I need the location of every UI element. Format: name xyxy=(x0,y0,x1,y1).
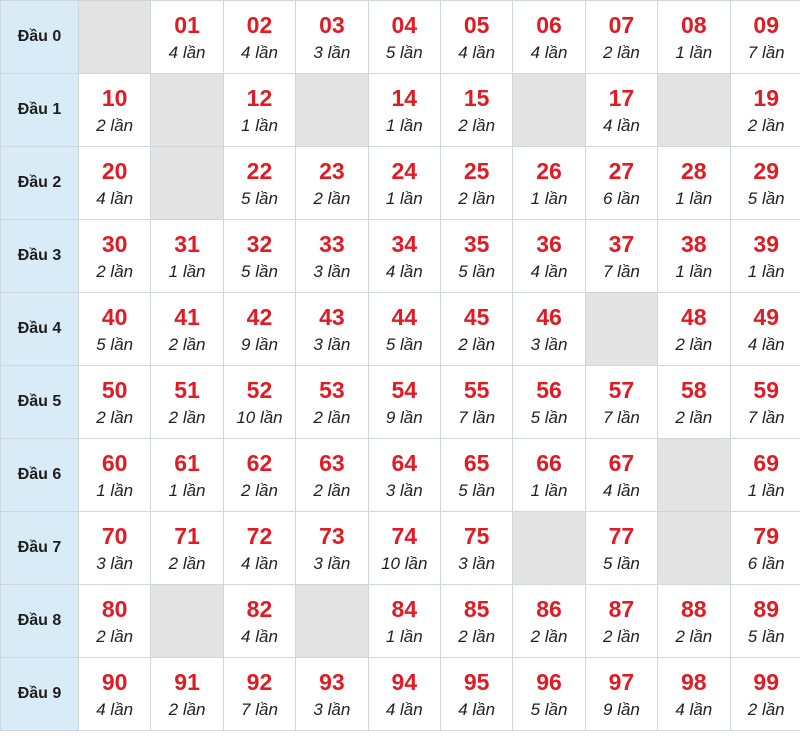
occurrence-count: 2 lần xyxy=(313,407,351,427)
occurrence-count: 7 lần xyxy=(602,261,640,281)
occurrence-count: 5 lần xyxy=(96,334,134,354)
lottery-number: 31 xyxy=(174,230,200,257)
number-cell xyxy=(79,293,151,366)
occurrence-count: 4 lần xyxy=(241,626,278,646)
row-header: Đầu 8 xyxy=(1,585,79,658)
occurrence-count: 1 lần xyxy=(747,261,785,281)
empty-cell xyxy=(658,512,730,585)
occurrence-count: 2 lần xyxy=(458,334,496,354)
lottery-number: 92 xyxy=(246,668,273,695)
number-cell xyxy=(368,147,440,220)
number-cell xyxy=(79,439,151,512)
lottery-number: 93 xyxy=(319,668,345,695)
lottery-number: 19 xyxy=(753,84,779,111)
occurrence-count: 2 lần xyxy=(168,553,206,573)
row-header: Đầu 2 xyxy=(1,147,79,220)
number-cell xyxy=(79,366,151,439)
table-row xyxy=(1,74,800,147)
occurrence-count: 3 lần xyxy=(385,480,423,500)
empty-cell xyxy=(151,147,223,220)
number-cell xyxy=(513,366,585,439)
occurrence-count: 4 lần xyxy=(530,261,568,281)
lottery-number: 94 xyxy=(391,668,418,695)
occurrence-count: 1 lần xyxy=(675,188,713,208)
occurrence-count: 2 lần xyxy=(96,626,134,646)
number-cell xyxy=(151,658,223,731)
number-cell xyxy=(440,366,512,439)
number-cell xyxy=(151,220,223,293)
occurrence-count: 1 lần xyxy=(675,261,713,281)
table-row xyxy=(1,585,800,658)
lottery-number: 84 xyxy=(391,595,418,622)
lottery-number: 67 xyxy=(608,449,635,476)
lottery-number: 01 xyxy=(174,11,200,38)
number-cell xyxy=(223,147,295,220)
row-header: Đầu 4 xyxy=(1,293,79,366)
empty-cell xyxy=(513,512,585,585)
number-cell xyxy=(730,366,800,439)
occurrence-count: 7 lần xyxy=(747,42,785,62)
empty-cell xyxy=(151,74,223,147)
lottery-number: 22 xyxy=(246,157,273,184)
lottery-number: 99 xyxy=(753,668,779,695)
number-cell xyxy=(368,293,440,366)
number-cell xyxy=(513,147,585,220)
occurrence-count: 2 lần xyxy=(96,261,134,281)
occurrence-count: 2 lần xyxy=(313,188,351,208)
lottery-number: 72 xyxy=(246,522,273,549)
number-cell xyxy=(513,439,585,512)
occurrence-count: 2 lần xyxy=(530,626,568,646)
number-cell xyxy=(368,74,440,147)
number-cell xyxy=(440,585,512,658)
lottery-number: 24 xyxy=(391,157,418,184)
occurrence-count: 3 lần xyxy=(313,334,351,354)
lottery-number: 09 xyxy=(753,11,779,38)
number-cell xyxy=(223,512,295,585)
occurrence-count: 1 lần xyxy=(530,188,568,208)
occurrence-count: 5 lần xyxy=(747,626,785,646)
occurrence-count: 5 lần xyxy=(458,261,496,281)
occurrence-count: 5 lần xyxy=(747,188,785,208)
lottery-number: 51 xyxy=(174,376,200,403)
table-row xyxy=(1,220,800,293)
occurrence-count: 10 lần xyxy=(236,407,283,427)
lottery-number: 37 xyxy=(608,230,635,257)
occurrence-count: 4 lần xyxy=(241,42,278,62)
number-cell xyxy=(730,1,800,74)
number-cell xyxy=(585,220,657,293)
lottery-number: 95 xyxy=(463,668,490,695)
number-cell xyxy=(79,512,151,585)
number-cell xyxy=(223,220,295,293)
lottery-number: 42 xyxy=(246,303,273,330)
number-cell xyxy=(296,220,368,293)
occurrence-count: 2 lần xyxy=(96,407,134,427)
lottery-number: 48 xyxy=(681,303,707,330)
occurrence-count: 5 lần xyxy=(458,480,496,500)
lottery-number: 66 xyxy=(536,449,562,476)
number-cell xyxy=(513,293,585,366)
lottery-number: 43 xyxy=(319,303,345,330)
number-cell xyxy=(585,512,657,585)
lottery-number: 05 xyxy=(463,11,490,38)
number-cell xyxy=(585,74,657,147)
occurrence-count: 3 lần xyxy=(313,553,351,573)
number-cell xyxy=(151,366,223,439)
row-header: Đầu 6 xyxy=(1,439,79,512)
lottery-number: 49 xyxy=(753,303,779,330)
table-row xyxy=(1,366,800,439)
occurrence-count: 6 lần xyxy=(602,188,640,208)
number-cell xyxy=(368,439,440,512)
lottery-number: 91 xyxy=(174,668,200,695)
occurrence-count: 1 lần xyxy=(385,188,423,208)
lottery-number: 87 xyxy=(608,595,635,622)
lottery-number: 44 xyxy=(391,303,418,330)
lottery-number: 15 xyxy=(463,84,490,111)
number-cell xyxy=(223,658,295,731)
occurrence-count: 2 lần xyxy=(313,480,351,500)
lottery-number: 40 xyxy=(101,303,128,330)
lottery-number: 38 xyxy=(681,230,707,257)
occurrence-count: 3 lần xyxy=(313,42,351,62)
lottery-number: 34 xyxy=(391,230,418,257)
lottery-number: 77 xyxy=(608,522,635,549)
row-header: Đầu 9 xyxy=(1,658,79,731)
number-cell xyxy=(440,439,512,512)
occurrence-count: 4 lần xyxy=(96,699,134,719)
occurrence-count: 9 lần xyxy=(602,699,640,719)
lottery-number: 04 xyxy=(391,11,418,38)
number-cell xyxy=(730,147,800,220)
empty-cell xyxy=(658,74,730,147)
occurrence-count: 3 lần xyxy=(530,334,568,354)
occurrence-count: 2 lần xyxy=(602,42,640,62)
number-cell xyxy=(223,293,295,366)
number-cell xyxy=(585,585,657,658)
occurrence-count: 4 lần xyxy=(602,115,640,135)
occurrence-count: 4 lần xyxy=(385,699,423,719)
table-row xyxy=(1,439,800,512)
number-cell xyxy=(151,293,223,366)
lottery-number: 41 xyxy=(174,303,200,330)
number-cell xyxy=(730,74,800,147)
lottery-number: 80 xyxy=(101,595,128,622)
number-cell xyxy=(585,439,657,512)
lottery-number: 29 xyxy=(753,157,779,184)
frequency-table-body xyxy=(1,1,800,731)
occurrence-count: 3 lần xyxy=(458,553,496,573)
number-cell xyxy=(79,74,151,147)
occurrence-count: 2 lần xyxy=(675,334,713,354)
lottery-number: 55 xyxy=(463,376,490,403)
number-cell xyxy=(730,512,800,585)
lottery-number: 23 xyxy=(319,157,345,184)
lottery-number: 64 xyxy=(391,449,418,476)
number-cell xyxy=(368,366,440,439)
table-row xyxy=(1,658,800,731)
number-cell xyxy=(658,147,730,220)
lottery-number: 17 xyxy=(608,84,635,111)
occurrence-count: 4 lần xyxy=(602,480,640,500)
lottery-number: 12 xyxy=(246,84,273,111)
lottery-number: 27 xyxy=(608,157,635,184)
table-row xyxy=(1,512,800,585)
occurrence-count: 2 lần xyxy=(675,626,713,646)
lottery-number: 61 xyxy=(174,449,200,476)
occurrence-count: 4 lần xyxy=(96,188,134,208)
number-cell xyxy=(79,147,151,220)
occurrence-count: 5 lần xyxy=(385,42,423,62)
lottery-number: 20 xyxy=(101,157,128,184)
lottery-number: 53 xyxy=(319,376,345,403)
number-cell xyxy=(513,658,585,731)
lottery-number: 26 xyxy=(536,157,562,184)
empty-cell xyxy=(658,439,730,512)
occurrence-count: 2 lần xyxy=(241,480,278,500)
lottery-number: 79 xyxy=(753,522,779,549)
empty-cell xyxy=(79,1,151,74)
occurrence-count: 4 lần xyxy=(458,42,496,62)
occurrence-count: 2 lần xyxy=(168,699,206,719)
lottery-number: 74 xyxy=(391,522,418,549)
occurrence-count: 1 lần xyxy=(168,480,206,500)
number-cell xyxy=(585,1,657,74)
occurrence-count: 5 lần xyxy=(602,553,640,573)
lottery-number: 45 xyxy=(463,303,490,330)
occurrence-count: 7 lần xyxy=(458,407,496,427)
lottery-number: 46 xyxy=(536,303,562,330)
lottery-number: 10 xyxy=(101,84,128,111)
occurrence-count: 2 lần xyxy=(168,407,206,427)
occurrence-count: 1 lần xyxy=(385,626,423,646)
lottery-number: 36 xyxy=(536,230,562,257)
row-header: Đầu 0 xyxy=(1,1,79,74)
number-cell xyxy=(513,1,585,74)
lottery-number: 70 xyxy=(101,522,128,549)
occurrence-count: 3 lần xyxy=(96,553,134,573)
lottery-number: 60 xyxy=(101,449,128,476)
number-cell xyxy=(368,658,440,731)
lottery-number: 62 xyxy=(246,449,273,476)
empty-cell xyxy=(296,74,368,147)
lottery-number: 71 xyxy=(174,522,200,549)
number-cell xyxy=(296,1,368,74)
empty-cell xyxy=(585,293,657,366)
occurrence-count: 2 lần xyxy=(168,334,206,354)
occurrence-count: 1 lần xyxy=(168,261,206,281)
occurrence-count: 3 lần xyxy=(313,261,351,281)
lottery-number: 85 xyxy=(463,595,490,622)
number-cell xyxy=(730,658,800,731)
number-cell xyxy=(730,585,800,658)
occurrence-count: 2 lần xyxy=(458,188,496,208)
number-cell xyxy=(223,439,295,512)
lottery-number: 07 xyxy=(608,11,635,38)
occurrence-count: 3 lần xyxy=(313,699,351,719)
number-cell xyxy=(368,1,440,74)
number-cell xyxy=(658,585,730,658)
row-header: Đầu 3 xyxy=(1,220,79,293)
lottery-number: 58 xyxy=(681,376,707,403)
occurrence-count: 5 lần xyxy=(530,699,568,719)
occurrence-count: 9 lần xyxy=(241,334,278,354)
occurrence-count: 4 lần xyxy=(168,42,206,62)
number-cell xyxy=(440,1,512,74)
number-cell xyxy=(585,658,657,731)
row-header: Đầu 1 xyxy=(1,74,79,147)
lottery-number: 33 xyxy=(319,230,345,257)
occurrence-count: 4 lần xyxy=(675,699,713,719)
lottery-number: 89 xyxy=(753,595,779,622)
number-cell xyxy=(658,220,730,293)
number-cell xyxy=(658,293,730,366)
table-row xyxy=(1,147,800,220)
lottery-number: 32 xyxy=(246,230,273,257)
number-cell xyxy=(223,74,295,147)
number-cell xyxy=(368,512,440,585)
lottery-number: 65 xyxy=(463,449,490,476)
lottery-number: 03 xyxy=(319,11,345,38)
number-cell xyxy=(440,658,512,731)
table-row xyxy=(1,293,800,366)
occurrence-count: 2 lần xyxy=(675,407,713,427)
occurrence-count: 6 lần xyxy=(747,553,785,573)
number-cell xyxy=(151,1,223,74)
number-cell xyxy=(296,658,368,731)
occurrence-count: 5 lần xyxy=(241,261,278,281)
occurrence-count: 1 lần xyxy=(96,480,134,500)
occurrence-count: 5 lần xyxy=(241,188,278,208)
occurrence-count: 1 lần xyxy=(675,42,713,62)
occurrence-count: 4 lần xyxy=(458,699,496,719)
number-cell xyxy=(296,512,368,585)
lottery-number: 73 xyxy=(319,522,345,549)
occurrence-count: 4 lần xyxy=(530,42,568,62)
number-cell xyxy=(79,658,151,731)
number-cell xyxy=(223,1,295,74)
lottery-number: 69 xyxy=(753,449,779,476)
table-row xyxy=(1,1,800,74)
lottery-number: 86 xyxy=(536,595,562,622)
lottery-number: 25 xyxy=(463,157,490,184)
lottery-number: 52 xyxy=(246,376,273,403)
occurrence-count: 7 lần xyxy=(241,699,278,719)
lottery-number: 39 xyxy=(753,230,779,257)
lottery-number: 30 xyxy=(101,230,128,257)
lottery-number: 54 xyxy=(391,376,418,403)
occurrence-count: 7 lần xyxy=(747,407,785,427)
number-cell xyxy=(513,220,585,293)
row-header: Đầu 7 xyxy=(1,512,79,585)
occurrence-count: 4 lần xyxy=(747,334,785,354)
empty-cell xyxy=(151,585,223,658)
number-cell xyxy=(223,366,295,439)
number-cell xyxy=(368,585,440,658)
number-cell xyxy=(585,147,657,220)
number-cell xyxy=(79,585,151,658)
number-cell xyxy=(730,293,800,366)
number-cell xyxy=(368,220,440,293)
empty-cell xyxy=(513,74,585,147)
lottery-number: 63 xyxy=(319,449,345,476)
row-header: Đầu 5 xyxy=(1,366,79,439)
lottery-number: 28 xyxy=(681,157,707,184)
number-cell xyxy=(296,147,368,220)
lottery-number: 59 xyxy=(753,376,779,403)
number-cell xyxy=(440,147,512,220)
lottery-number: 06 xyxy=(536,11,562,38)
number-cell xyxy=(658,658,730,731)
number-cell xyxy=(79,220,151,293)
number-cell xyxy=(151,439,223,512)
occurrence-count: 2 lần xyxy=(458,115,496,135)
number-cell xyxy=(440,293,512,366)
occurrence-count: 4 lần xyxy=(385,261,423,281)
lottery-number: 98 xyxy=(681,668,707,695)
number-cell xyxy=(440,220,512,293)
lottery-number: 02 xyxy=(246,11,273,38)
lottery-number: 08 xyxy=(681,11,707,38)
empty-cell xyxy=(296,585,368,658)
lottery-number: 35 xyxy=(463,230,490,257)
lottery-number: 50 xyxy=(101,376,128,403)
occurrence-count: 7 lần xyxy=(602,407,640,427)
number-cell xyxy=(296,439,368,512)
number-cell xyxy=(585,366,657,439)
occurrence-count: 1 lần xyxy=(385,115,423,135)
number-cell xyxy=(658,366,730,439)
number-cell xyxy=(513,585,585,658)
occurrence-count: 10 lần xyxy=(381,553,428,573)
occurrence-count: 2 lần xyxy=(458,626,496,646)
number-cell xyxy=(223,585,295,658)
occurrence-count: 1 lần xyxy=(241,115,278,135)
lottery-number: 88 xyxy=(681,595,707,622)
lottery-number: 57 xyxy=(608,376,635,403)
lottery-number: 90 xyxy=(101,668,128,695)
lottery-number: 97 xyxy=(608,668,635,695)
occurrence-count: 2 lần xyxy=(747,699,785,719)
lottery-number: 82 xyxy=(246,595,273,622)
number-cell xyxy=(151,512,223,585)
occurrence-count: 2 lần xyxy=(96,115,134,135)
occurrence-count: 9 lần xyxy=(385,407,423,427)
number-cell xyxy=(440,74,512,147)
occurrence-count: 2 lần xyxy=(747,115,785,135)
number-cell xyxy=(296,293,368,366)
occurrence-count: 5 lần xyxy=(385,334,423,354)
lottery-number: 75 xyxy=(463,522,490,549)
number-cell xyxy=(440,512,512,585)
number-cell xyxy=(730,220,800,293)
number-cell xyxy=(658,1,730,74)
occurrence-count: 1 lần xyxy=(530,480,568,500)
number-cell xyxy=(296,366,368,439)
lottery-number: 14 xyxy=(391,84,418,111)
occurrence-count: 4 lần xyxy=(241,553,278,573)
number-cell xyxy=(730,439,800,512)
occurrence-count: 5 lần xyxy=(530,407,568,427)
lottery-number: 96 xyxy=(536,668,562,695)
lottery-number: 56 xyxy=(536,376,562,403)
occurrence-count: 1 lần xyxy=(747,480,785,500)
occurrence-count: 2 lần xyxy=(602,626,640,646)
